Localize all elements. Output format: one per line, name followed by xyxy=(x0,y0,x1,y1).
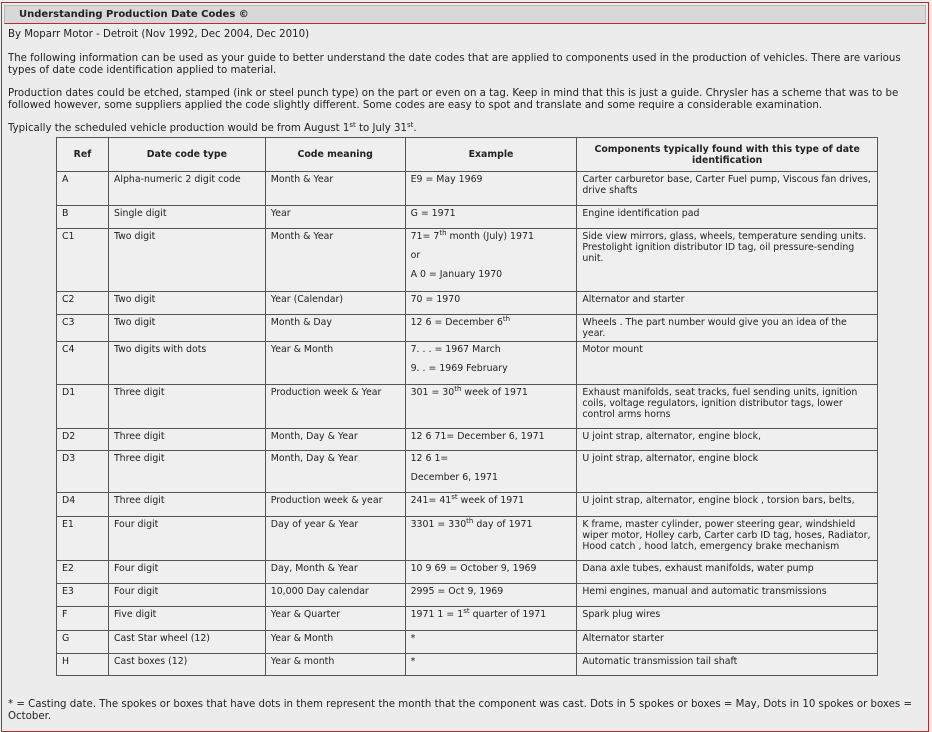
table-row: D3 Three digit Month, Day & Year 12 6 1= December 6, 1971 U joint strap, alternator, engine block xyxy=(57,451,878,493)
table-row: D4 Three digit Production week & year 241= 41st week of 1971 U joint strap, alternator, engine block , torsion bars, belts, xyxy=(57,493,878,517)
header-example: Example xyxy=(405,138,577,172)
table-row: D2 Three digit Month, Day & Year 12 6 71= December 6, 1971 U joint strap, alternator, engine block, xyxy=(57,429,878,451)
table-row: G Cast Star wheel (12) Year & Month * Alternator starter xyxy=(57,631,878,654)
table-row: C2 Two digit Year (Calendar) 70 = 1970 Alternator and starter xyxy=(57,292,878,315)
schedule-paragraph: Typically the scheduled vehicle production would be from August 1st to July 31st. xyxy=(8,121,417,134)
table-row: H Cast boxes (12) Year & month * Automatic transmission tail shaft xyxy=(57,654,878,676)
header-meaning: Code meaning xyxy=(265,138,405,172)
table-row: C1 Two digit Month & Year 71= 7th month (July) 1971 or A 0 = January 1970 Side view mirrors, glass, wheels, temperature sending units. Prestolight ignition distributor ID tag, oil pressure-sending unit. xyxy=(57,229,878,292)
intro-text xyxy=(2,29,928,135)
table-row: E3 Four digit 10,000 Day calendar 2995 = Oct 9, 1969 Hemi engines, manual and automatic transmissions xyxy=(57,584,878,607)
table-row: A Alpha-numeric 2 digit code Month & Year E9 = May 1969 Carter carburetor base, Carter Fuel pump, Viscous fan drives, drive shafts xyxy=(57,172,878,206)
table-row: D1 Three digit Production week & Year 301 = 30th week of 1971 Exhaust manifolds, seat tracks, fuel sending units, ignition coils, voltage regulators, ignition distributor tags, lower control arms horns xyxy=(57,385,878,429)
intro-paragraph: The following information can be used as your guide to better understand the date codes that are applied to components used in the production of vehicles. There are various types of date code identification applied to material. xyxy=(8,53,901,76)
table-row: C4 Two digits with dots Year & Month 7. . . = 1967 March 9. . = 1969 February Motor mount xyxy=(57,342,878,385)
table-row: B Single digit Year G = 1971 Engine identification pad xyxy=(57,206,878,229)
casting-footnote: * = Casting date. The spokes or boxes that have dots in them represent the month that the component was cast. Dots in 5 spokes or boxes = May, Dots in 10 spokes or boxes = October. xyxy=(8,699,913,723)
header-type: Date code type xyxy=(108,138,265,172)
production-paragraph: Production dates could be etched, stamped (ink or steel punch type) on the part or even on a tag. Keep in mind that this is just a guide. Chrysler has a scheme that was to be followed however, some suppliers applied the code slightly different. Some codes are easy to spot and translate and some require a considerable examination. xyxy=(8,88,899,111)
byline: By Moparr Motor - Detroit (Nov 1992, Dec 2004, Dec 2010) xyxy=(8,29,310,40)
table-row: E2 Four digit Day, Month & Year 10 9 69 = October 9, 1969 Dana axle tubes, exhaust manifolds, water pump xyxy=(57,561,878,584)
page-title: Understanding Production Date Codes © xyxy=(4,5,926,24)
table-row: E1 Four digit Day of year & Year 3301 = 330th day of 1971 K frame, master cylinder, power steering gear, windshield wiper motor, Holley carb, Carter carb ID tag, hoses, Radiator, Hood catch , hood latch, emergency brake mechanism xyxy=(57,517,878,561)
header-ref: Ref xyxy=(57,138,109,172)
table-row: F Five digit Year & Quarter 1971 1 = 1st quarter of 1971 Spark plug wires xyxy=(57,607,878,631)
header-components: Components typically found with this type of date identification xyxy=(577,138,878,172)
table-header-row xyxy=(57,138,878,172)
date-codes-table xyxy=(56,137,878,676)
table-row: C3 Two digit Month & Day 12 6 = December 6th Wheels . The part number would give you an idea of the year. xyxy=(57,315,878,342)
